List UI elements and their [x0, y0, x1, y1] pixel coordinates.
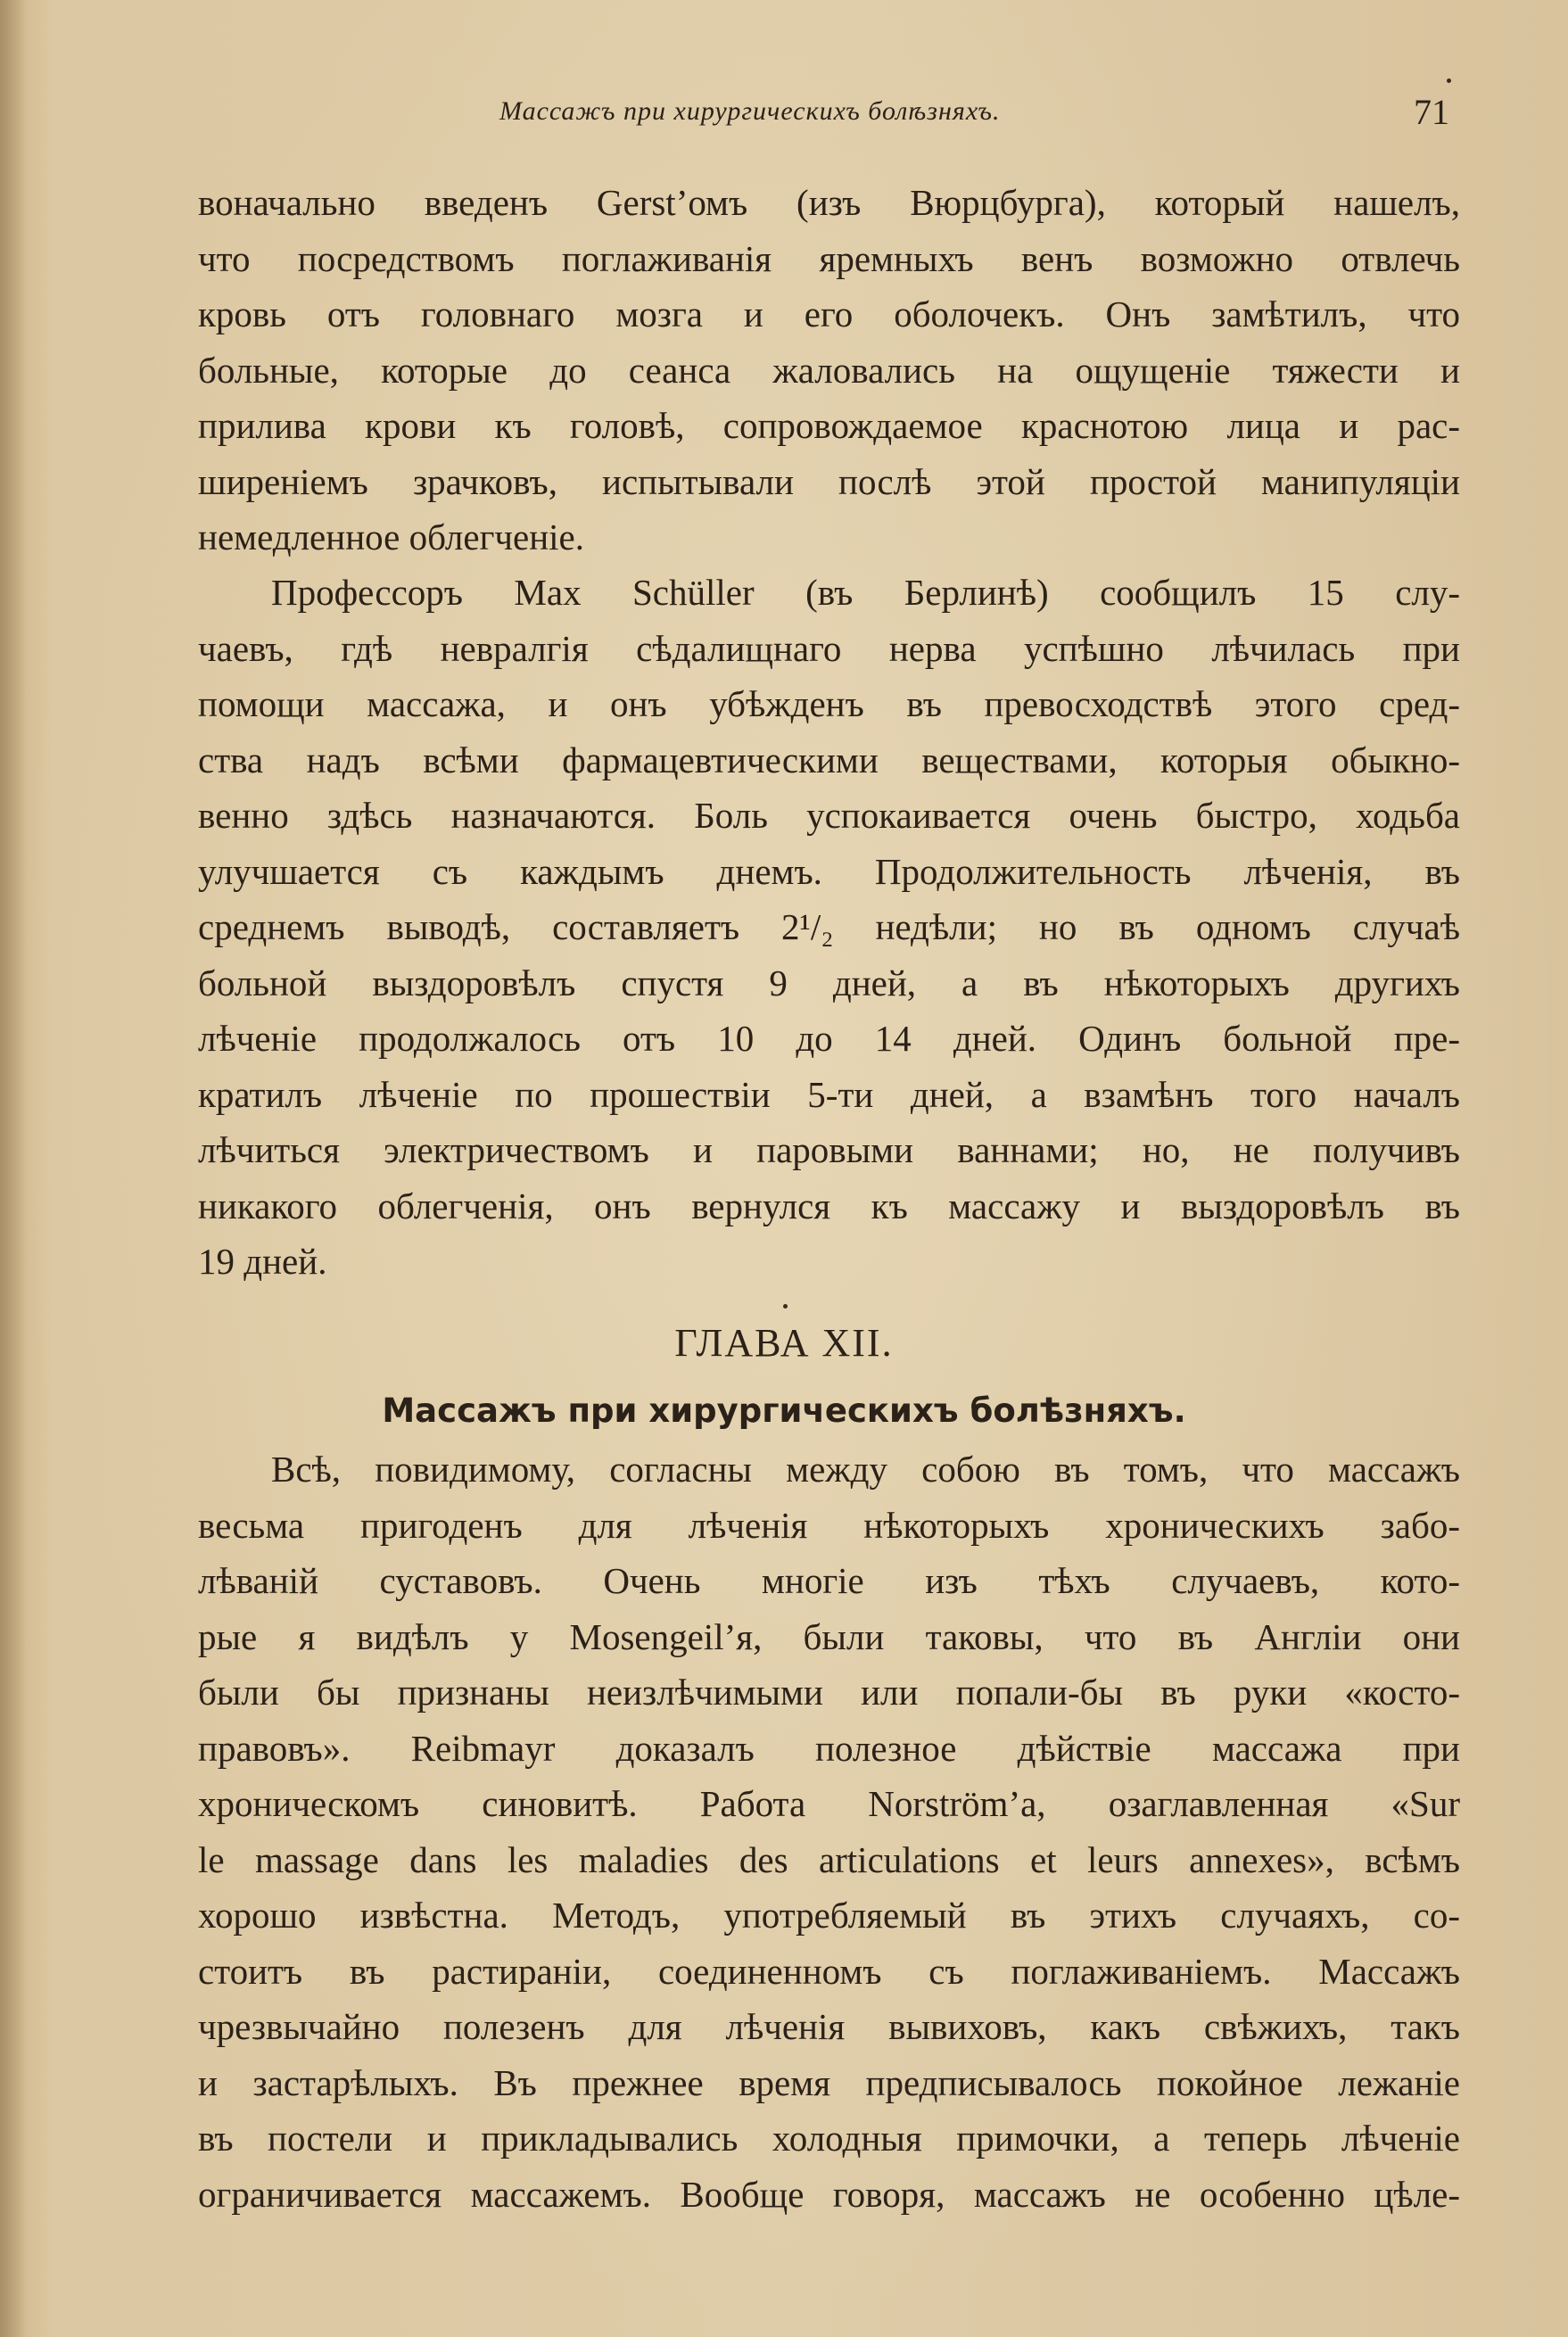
paragraph-1	[198, 175, 1460, 566]
running-head: Массажъ при хирургическихъ болѣзняхъ.	[499, 96, 1001, 126]
text-line: ограничивается массажемъ. Вообще говоря, массажъ не особенно цѣле-	[198, 2173, 1460, 2215]
text-line: что посредствомъ поглаживанія яремныхъ венъ возможно отвлечь	[198, 237, 1460, 279]
text-line: немедленное облегченіе.	[198, 516, 585, 557]
text-line: стоитъ въ растираніи, соединенномъ съ поглаживаніемъ. Массажъ	[198, 1950, 1460, 1992]
text-line: кратилъ лѣченіе по прошествіи 5-ти дней, а взамѣнъ того началъ	[198, 1073, 1460, 1115]
text-line: хроническомъ синовитѣ. Работа Norström’а, озаглавленная «Sur	[198, 1783, 1460, 1824]
paragraph-3	[198, 1441, 1460, 2222]
text-line: лѣченіе продолжалось отъ 10 до 14 дней. Одинъ больной пре-	[198, 1018, 1460, 1059]
text-line: хорошо извѣстна. Методъ, употребляемый въ этихъ случаяхъ, со-	[198, 1895, 1460, 1936]
text-line: le massage dans les maladies des articulations et leurs annexes», всѣмъ	[198, 1838, 1460, 1880]
text-line: больные, которые до сеанса жаловались на ощущеніе тяжести и	[198, 349, 1460, 391]
text-line: чрезвычайно полезенъ для лѣченія вывиховъ, какъ свѣжихъ, такъ	[198, 2006, 1460, 2047]
text-line: 19 дней.	[198, 1241, 327, 1282]
text-line: Профессоръ Max Schüller (въ Берлинѣ) сообщилъ 15 слу-	[271, 572, 1460, 613]
text-line: рые я видѣлъ у Mosengeil’я, были таковы, что въ Англіи они	[198, 1615, 1460, 1657]
text-line: среднемъ выводѣ, составляетъ 2¹/₂ недѣли; но въ одномъ случаѣ	[198, 906, 1460, 947]
text-line: больной выздоровѣлъ спустя 9 дней, а въ нѣкоторыхъ другихъ	[198, 962, 1460, 1003]
text-line: были бы признаны неизлѣчимыми или попали-бы въ руки «косто-	[198, 1672, 1460, 1713]
page-binding-edge	[0, 0, 27, 2337]
ink-speck	[783, 1304, 788, 1309]
text-line: лѣчиться электричествомъ и паровыми ваннами; но, не получивъ	[198, 1129, 1460, 1170]
text-line: лѣваній суставовъ. Очень многіе изъ тѣхъ случаевъ, кото-	[198, 1560, 1460, 1601]
text-line: въ постели и прикладывались холодныя примочки, а теперь лѣченіе	[198, 2118, 1460, 2159]
text-line: венно здѣсь назначаются. Боль успокаивается очень быстро, ходьба	[198, 795, 1460, 836]
page-number: 71	[1414, 92, 1449, 132]
text-line: помощи массажа, и онъ убѣжденъ въ превосходствѣ этого сред-	[198, 683, 1460, 724]
text-line: прилива крови къ головѣ, сопровождаемое краснотою лица и рас-	[198, 405, 1460, 446]
text-line: весьма пригоденъ для лѣченія нѣкоторыхъ хроническихъ забо-	[198, 1504, 1460, 1546]
text-line: чаевъ, гдѣ невралгія сѣдалищнаго нерва успѣшно лѣчилась при	[198, 627, 1460, 669]
chapter-heading: ГЛАВА XII.	[674, 1321, 894, 1365]
text-line: улучшается съ каждымъ днемъ. Продолжительность лѣченія, въ	[198, 850, 1460, 892]
text-line: воначально введенъ Gerst’омъ (изъ Вюрцбурга), который нашелъ,	[198, 182, 1460, 223]
text-line: правовъ». Reibmayr доказалъ полезное дѣйствіе массажа при	[198, 1727, 1460, 1769]
text-line: ства надъ всѣми фармацевтическими веществами, которыя обыкно-	[198, 739, 1460, 780]
text-line: Всѣ, повидимому, согласны между собою въ томъ, что массажъ	[271, 1449, 1460, 1490]
text-line: и застарѣлыхъ. Въ прежнее время предписывалось покойное лежаніе	[198, 2061, 1460, 2103]
text-line: кровь отъ головнаго мозга и его оболочекъ. Онъ замѣтилъ, что	[198, 293, 1460, 334]
text-line: ширеніемъ зрачковъ, испытывали послѣ этой простой манипуляціи	[198, 460, 1460, 502]
paragraph-2	[198, 565, 1460, 1290]
section-title: Массажъ при хирургическихъ болѣзняхъ.	[382, 1391, 1186, 1430]
ink-speck	[1447, 78, 1451, 83]
text-line: никакого облегченія, онъ вернулся къ массажу и выздоровѣлъ въ	[198, 1185, 1460, 1226]
